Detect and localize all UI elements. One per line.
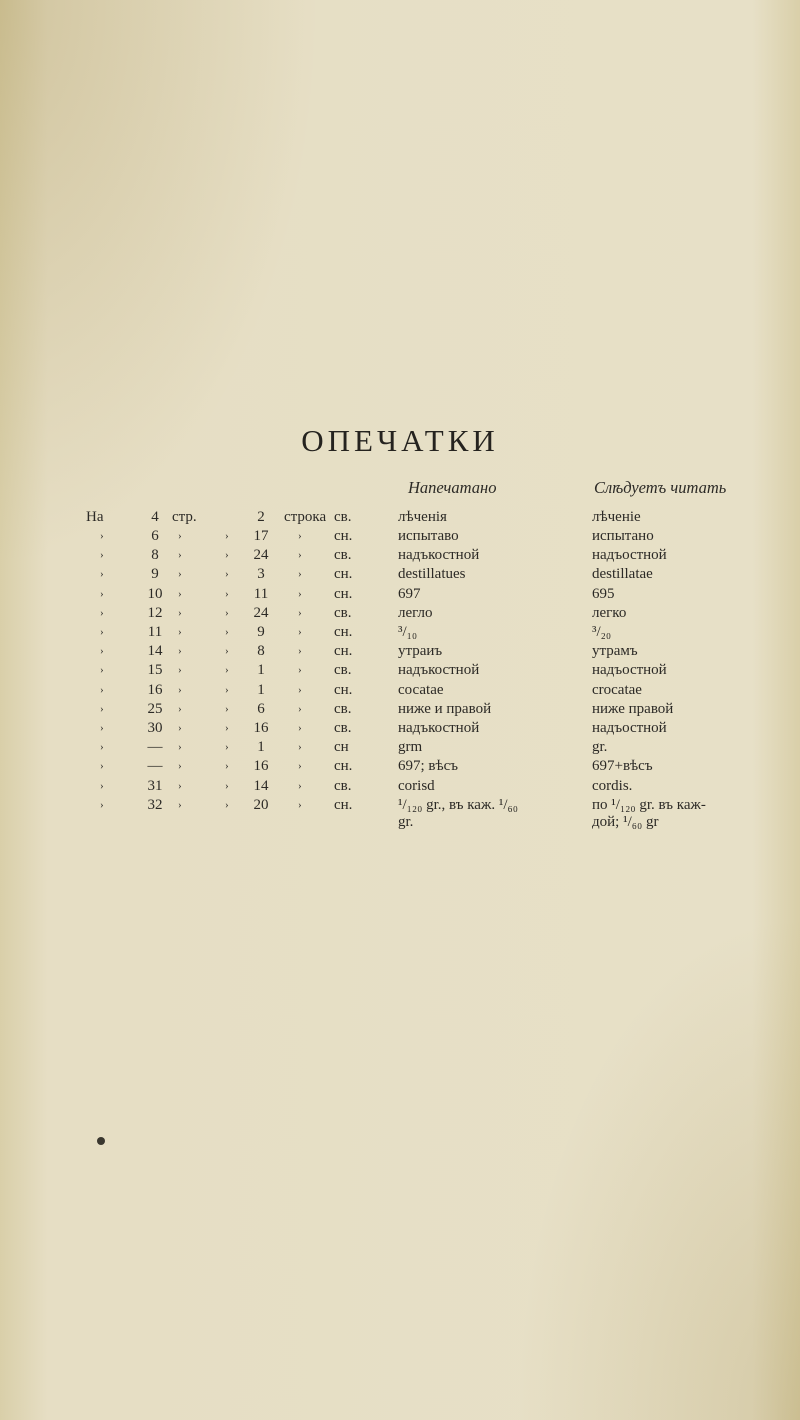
ditto-mark: › — [225, 779, 229, 792]
row-printed: испытаво — [398, 528, 459, 544]
row-prefix: На — [86, 509, 104, 525]
row-printed: сосаtae — [398, 681, 444, 698]
ditto-mark: › — [100, 683, 104, 696]
row-direction: св. — [334, 662, 352, 679]
row-line: 17 — [253, 528, 269, 544]
ditto-mark: › — [298, 798, 302, 811]
row-printed: ниже и правой — [398, 700, 492, 717]
row-correct: ³/₂₀ — [592, 624, 612, 640]
row-line: 6 — [257, 700, 265, 717]
ditto-mark: › — [100, 587, 104, 600]
ditto-mark: › — [178, 530, 182, 542]
ditto-mark: › — [100, 549, 104, 562]
row-direction: св. — [334, 604, 352, 621]
row-correct: cordis. — [592, 777, 633, 794]
ditto-mark: › — [298, 549, 302, 562]
row-direction: св. — [334, 720, 352, 736]
ditto-mark: › — [178, 760, 182, 773]
row-line: 24 — [253, 604, 269, 621]
row-page: 4 — [151, 509, 159, 525]
row-direction: сн. — [334, 796, 353, 813]
row-direction: сн. — [334, 624, 353, 640]
ditto-mark: › — [225, 702, 229, 715]
row-page: 10 — [147, 585, 163, 602]
errata-row — [0, 738, 800, 756]
ditto-mark: › — [225, 722, 229, 734]
row-correct: легко — [592, 604, 627, 621]
row-page: 12 — [147, 604, 163, 621]
row-line: 11 — [253, 585, 269, 602]
errata-row — [0, 642, 800, 660]
row-page: 14 — [147, 643, 163, 660]
row-page: 31 — [147, 777, 163, 794]
row-printed-continued: gr. — [398, 813, 414, 830]
ditto-mark: › — [225, 645, 229, 658]
row-page: 16 — [147, 681, 163, 698]
ditto-mark: › — [100, 798, 104, 811]
row-printed: лѣченія — [398, 509, 447, 525]
ditto-mark: › — [298, 683, 302, 696]
column-header-printed: Напечатано — [408, 478, 497, 497]
ditto-mark: › — [178, 741, 182, 754]
row-correct-continued: дой; ¹/₆₀ gr — [592, 813, 659, 830]
row-line: 16 — [253, 720, 269, 736]
row-correct: по ¹/₁₂₀ gr. въ каж- — [592, 796, 706, 813]
ditto-mark: › — [178, 702, 182, 715]
ditto-mark: › — [100, 760, 104, 773]
row-correct: надъостной — [592, 720, 667, 736]
ditto-mark: › — [225, 606, 229, 619]
ditto-mark: › — [225, 568, 229, 581]
row-direction: сн. — [334, 528, 353, 544]
ditto-mark: › — [178, 645, 182, 658]
row-correct: destillatae — [592, 566, 653, 583]
row-line: 16 — [253, 758, 269, 775]
row-correct: надъостной — [592, 662, 667, 679]
ditto-mark: › — [178, 722, 182, 734]
ditto-mark: › — [225, 530, 229, 542]
ditto-mark: › — [225, 549, 229, 562]
ditto-mark: › — [298, 568, 302, 581]
errata-row — [0, 757, 800, 775]
row-correct: gr. — [592, 739, 608, 756]
row-direction: сн. — [334, 643, 353, 660]
ditto-mark: › — [298, 702, 302, 715]
errata-row — [0, 546, 800, 564]
row-page: — — [147, 739, 163, 756]
row-direction: сн. — [334, 585, 353, 602]
row-direction: сн. — [334, 758, 353, 775]
row-page: 32 — [147, 796, 163, 813]
row-correct: 697+вѣсъ — [592, 758, 653, 775]
errata-row — [0, 796, 800, 830]
ditto-mark: › — [100, 722, 104, 734]
row-line: 20 — [253, 796, 269, 813]
ditto-mark: › — [178, 626, 182, 638]
row-printed: надъкостной — [398, 720, 480, 736]
row-line: 1 — [257, 739, 265, 756]
row-printed: 697 — [398, 585, 421, 602]
row-printed: ³/₁₀ — [398, 624, 418, 640]
ditto-mark: › — [100, 606, 104, 619]
row-direction: св. — [334, 509, 352, 525]
ditto-mark: › — [298, 760, 302, 773]
row-printed: надъкостной — [398, 547, 480, 564]
row-printed: утраиъ — [398, 643, 443, 660]
ditto-mark: › — [298, 664, 302, 677]
row-correct: 695 — [592, 585, 615, 602]
row-line: 3 — [257, 566, 265, 583]
row-page: 8 — [151, 547, 159, 564]
row-line: 9 — [257, 624, 265, 640]
ink-blot — [97, 1137, 105, 1145]
row-page: 9 — [151, 566, 159, 583]
ditto-mark: › — [225, 760, 229, 773]
page-title: ОПЕЧАТКИ — [301, 423, 499, 458]
column-header-read: Слѣдуетъ читать — [594, 478, 727, 497]
errata-row — [0, 565, 800, 583]
ditto-mark: › — [298, 645, 302, 658]
ditto-mark: › — [225, 741, 229, 754]
row-page: 25 — [147, 700, 163, 717]
row-printed: легло — [398, 604, 433, 621]
errata-row — [0, 777, 800, 795]
ditto-mark: › — [298, 530, 302, 542]
errata-row — [0, 623, 800, 641]
ditto-mark: › — [178, 779, 182, 792]
ditto-mark: › — [178, 683, 182, 696]
ditto-mark: › — [100, 664, 104, 677]
ditto-mark: › — [100, 645, 104, 658]
row-direction: сн — [334, 739, 349, 756]
row-printed: grm — [398, 739, 423, 756]
errata-row — [0, 604, 800, 622]
row-line-word: строка — [284, 509, 327, 525]
row-direction: сн. — [334, 681, 353, 698]
ditto-mark: › — [178, 587, 182, 600]
row-printed: destillatues — [398, 566, 466, 583]
row-correct: лѣченіе — [592, 509, 641, 525]
ditto-mark: › — [225, 683, 229, 696]
ditto-mark: › — [298, 626, 302, 638]
ditto-mark: › — [225, 664, 229, 677]
row-page: — — [147, 758, 163, 775]
errata-row — [0, 700, 800, 718]
ditto-mark: › — [298, 722, 302, 734]
ditto-mark: › — [178, 798, 182, 811]
ditto-mark: › — [100, 568, 104, 581]
row-page: 30 — [147, 720, 163, 736]
row-printed: ¹/₁₂₀ gr., въ каж. ¹/₆₀ — [398, 796, 518, 813]
errata-row — [0, 719, 800, 737]
errata-row — [0, 585, 800, 603]
ditto-mark: › — [298, 741, 302, 754]
errata-row — [0, 527, 800, 545]
row-correct: ниже правой — [592, 700, 674, 717]
row-printed: 697; вѣсъ — [398, 758, 459, 775]
row-printed: corisd — [398, 777, 435, 794]
row-direction: св. — [334, 700, 352, 717]
ditto-mark: › — [298, 606, 302, 619]
row-page: 11 — [147, 624, 163, 640]
ditto-mark: › — [298, 779, 302, 792]
row-correct: надъостной — [592, 547, 667, 564]
ditto-mark: › — [178, 549, 182, 562]
row-direction: сн. — [334, 566, 353, 583]
row-page: 6 — [151, 528, 159, 544]
errata-row-first — [0, 508, 800, 526]
row-line: 2 — [257, 509, 265, 525]
ditto-mark: › — [100, 626, 104, 638]
row-page-word: стр. — [172, 509, 197, 525]
row-printed: надъкостной — [398, 662, 480, 679]
ditto-mark: › — [225, 626, 229, 638]
ditto-mark: › — [100, 530, 104, 542]
ditto-mark: › — [225, 587, 229, 600]
ditto-mark: › — [100, 741, 104, 754]
ditto-mark: › — [100, 779, 104, 792]
ditto-mark: › — [225, 798, 229, 811]
ditto-mark: › — [178, 606, 182, 619]
row-line: 14 — [253, 777, 269, 794]
errata-row — [0, 661, 800, 679]
row-direction: св. — [334, 777, 352, 794]
row-correct: испытано — [592, 528, 654, 544]
row-line: 24 — [253, 547, 269, 564]
row-direction: св. — [334, 547, 352, 564]
ditto-mark: › — [178, 568, 182, 581]
row-line: 1 — [257, 662, 265, 679]
row-line: 8 — [257, 643, 265, 660]
row-line: 1 — [257, 681, 265, 698]
errata-row — [0, 681, 800, 699]
row-correct: утрамъ — [592, 643, 638, 660]
ditto-mark: › — [298, 587, 302, 600]
row-correct: crocatae — [592, 681, 642, 698]
row-page: 15 — [147, 662, 163, 679]
ditto-mark: › — [100, 702, 104, 715]
ditto-mark: › — [178, 664, 182, 677]
